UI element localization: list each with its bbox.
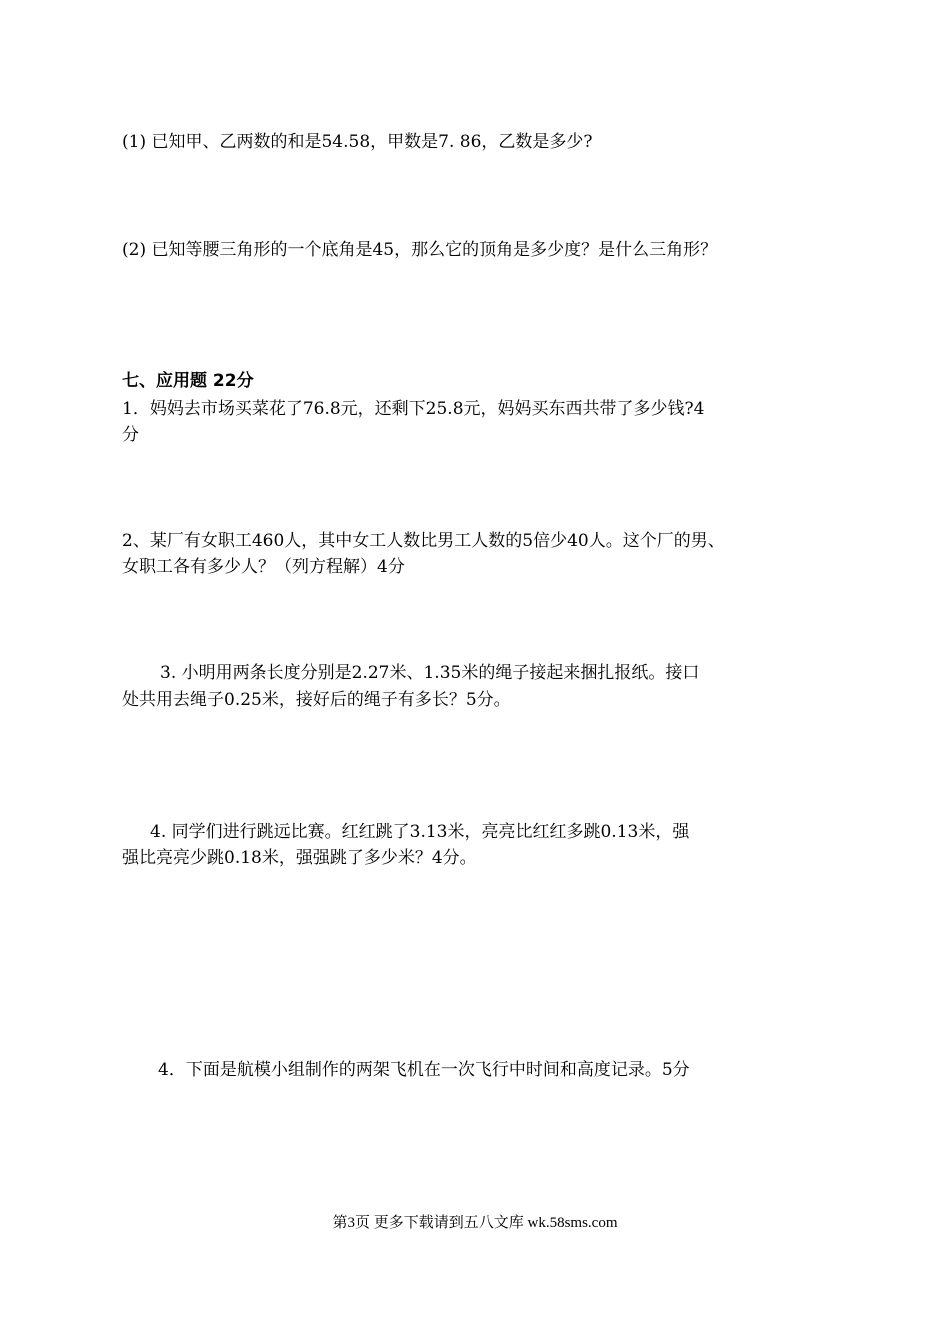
problem-3-line-1: 3. 小明用两条长度分别是2.27米、1.35米的绳子接起来捆扎报纸。接口 <box>160 663 700 683</box>
question-6-1: (1) 已知甲、乙两数的和是54.58，甲数是7. 86，乙数是多少? <box>122 132 593 152</box>
problem-4-line-2: 强比亮亮少跳0.18米，强强跳了多少米？4分。 <box>122 848 477 868</box>
problem-1-line-2: 分 <box>122 425 139 445</box>
page-footer: 第3页 更多下载请到五八文库 wk.58sms.com <box>332 1215 618 1231</box>
problem-2-line-2: 女职工各有多少人？（列方程解）4分 <box>122 557 405 577</box>
section-7-heading: 七、应用题 22分 <box>122 371 254 391</box>
question-6-2: (2) 已知等腰三角形的一个底角是45，那么它的顶角是多少度？是什么三角形？ <box>122 240 718 260</box>
problem-5-line-1: 4．下面是航模小组制作的两架飞机在一次飞行中时间和高度记录。5分 <box>158 1060 690 1080</box>
problem-3-line-2: 处共用去绳子0.25米，接好后的绳子有多长？5分。 <box>122 690 511 710</box>
problem-1-line-1: 1．妈妈去市场买菜花了76.8元，还剩下25.8元，妈妈买东西共带了多少钱?4 <box>122 399 705 419</box>
problem-4-line-1: 4. 同学们进行跳远比赛。红红跳了3.13米，亮亮比红红多跳0.13米，强 <box>150 822 690 842</box>
problem-2-line-1: 2、某厂有女职工460人，其中女工人数比男工人数的5倍少40人。这个厂的男、 <box>122 531 725 551</box>
